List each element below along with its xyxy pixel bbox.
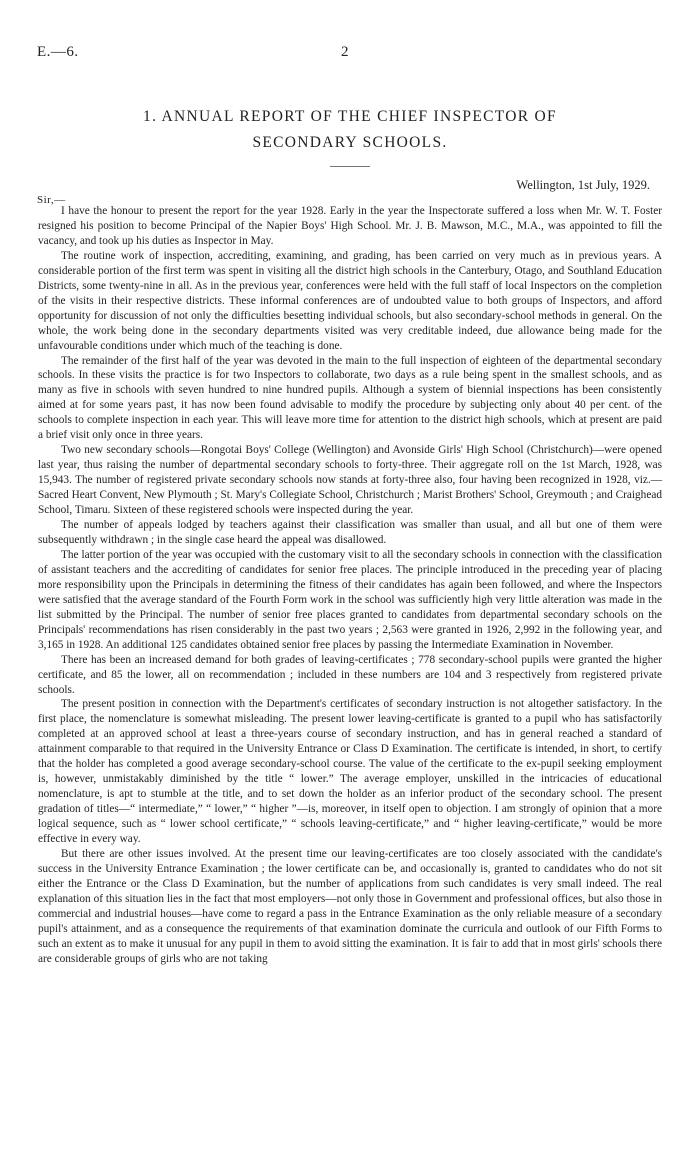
paragraph: The remainder of the first half of the year was devoted in the main to the full inspection of eighteen of the departmental secondary schools. In these visits the practice is for two Inspectors to collaborate, two days as a rule being spent in the smallest schools, and as many as five in schools with seven hundred to nine hundred pupils. Although a system of biennial inspections has been consistently aimed at for some years past, it has now been found advisable to modify the procedure by subjecting only about 40 per cent. of the schools to complete inspection in each year. This will leave more time for attention to the district high schools, which at present are paid a brief visit only once in three years. xyxy=(38,354,662,442)
report-title-line-2: SECONDARY SCHOOLS. xyxy=(252,134,448,151)
paragraph: But there are other issues involved. At the present time our leaving-certificates are too closely associated with the candidate's success in the University Entrance Examination ; the lower certificate can be, and occasionally is, granted to candidates who do not sit either the Entrance or the Class D Examination, but the number of applications from such candidates is very small indeed. The real explanation of this situation lies in the fact that most employers—not only those in Government and professional offices, but also those in commercial and industrial houses—have come to regard a pass in the Entrance Examination as the only reliable measure of a secondary pupil's attainment, and as a consequence the requirements of that examination dominate the curricula and outlook of our Fifth Forms to such an extent as to make it unusual for any pupil in them to avoid sitting the examination. It is fair to add that in most girls' schools there are considerable groups of girls who are not taking xyxy=(38,847,662,965)
paragraph: The latter portion of the year was occupied with the customary visit to all the secondary schools in connection with the classification of assistant teachers and the accrediting of candidates for senior free places. The principle introduced in the preceding year of placing more responsibility upon the Principals in determining the fitness of their candidates has again been followed, and where the Inspectors were satisfied that the average standard of the Fourth Form work in the school was sufficiently high very little alteration was made in the list submitted by the Principal. The number of senior free places granted to candidates from departmental secondary schools on the Principals' recommendations has risen considerably in the past two years ; 2,563 were granted in 1926, 2,992 in the following year, and 3,165 in 1928. An additional 125 candidates obtained senior free places by passing the Intermediate Examination in November. xyxy=(38,548,662,651)
paragraph: The number of appeals lodged by teachers against their classification was smaller than usual, and all but one of them were subsequently withdrawn ; in the single case heard the appeal was disallowed. xyxy=(38,519,662,546)
report-body xyxy=(38,204,662,967)
paragraph: I have the honour to present the report for the year 1928. Early in the year the Inspectorate suffered a loss when Mr. W. T. Foster resigned his position to become Principal of the Napier Boys' High School. Mr. J. B. Mawson, M.C., M.A., was appointed to fill the vacancy, and took up his duties as Inspector in May. xyxy=(38,205,662,247)
page-number: 2 xyxy=(341,44,349,60)
salutation: Sir,— xyxy=(37,194,66,206)
dateline: Wellington, 1st July, 1929. xyxy=(516,178,650,192)
paragraph: The present position in connection with the Department's certificates of secondary instruction is not altogether satisfactory. In the first place, the nomenclature is somewhat misleading. The present lower leaving-certificate is granted to a pupil who has satisfactorily completed at an approved school at least a three-years course of secondary instruction, and has in general reached a standard of attainment comparable to that required in the University Entrance or Class D Examination. The certificate is intended, in short, to certify that the holder has completed a good average secondary-school course. The value of the certificate to the ex-pupil seeking employment is, however, unmistakably diminished by the title “ lower.” The average employer, unskilled in the intricacies of educational nomenclature, is apt to stumble at the title, and to set down the holder as an inferior product of the secondary school. The present gradation of titles—“ intermediate,” “ lower,” “ higher ”—is, moreover, in itself open to objection. I am strongly of opinion that a more logical sequence, such as “ lower school certificate,” “ schools leaving-certificate,” and “ higher leaving-certificate,” would be more effective in every way. xyxy=(38,698,662,846)
paragraph: The routine work of inspection, accrediting, examining, and grading, has been carried on very much as in previous years. A considerable portion of the first term was spent in visiting all the district high schools in the Canterbury, Otago, and Southland Education Districts, some twenty-nine in all. As in the previous year, conferences were held with the full staff of local Inspectors on the completion of the visits in their respective districts. These informal conferences are of undoubted value to both groups of Inspectors, and afford opportunity for discussion of not only the difficulties besetting individual schools, but also secondary-school methods in general. On the whole, the work being done in the secondary departments visited was very creditable indeed, due allowance being made for the unfavourable conditions under which much of the teaching is done. xyxy=(38,249,662,352)
report-reference: E.—6. xyxy=(37,44,79,60)
paragraph: Two new secondary schools—Rongotai Boys' College (Wellington) and Avonside Girls' High School (Christchurch)—were opened last year, thus raising the number of departmental secondary schools to forty-three. Their aggregate roll on the 1st March, 1928, was 15,943. The number of registered private secondary schools now stands at forty-three also, four having been recognized in 1928, viz.—Sacred Heart Convent, New Plymouth ; St. Mary's Collegiate School, Christchurch ; Marist Brothers' School, Greymouth ; and Craighead School, Timaru. Sixteen of these registered schools were inspected during the year. xyxy=(38,444,662,517)
report-title-line-1: 1. ANNUAL REPORT OF THE CHIEF INSPECTOR OF xyxy=(143,108,557,125)
title-divider xyxy=(330,166,370,167)
paragraph: There has been an increased demand for both grades of leaving-certificates ; 778 secondary-school pupils were granted the higher certificate, and 85 the lower, all on recommendation ; included in these numbers are 104 and 3 respectively from registered private schools. xyxy=(38,653,662,696)
